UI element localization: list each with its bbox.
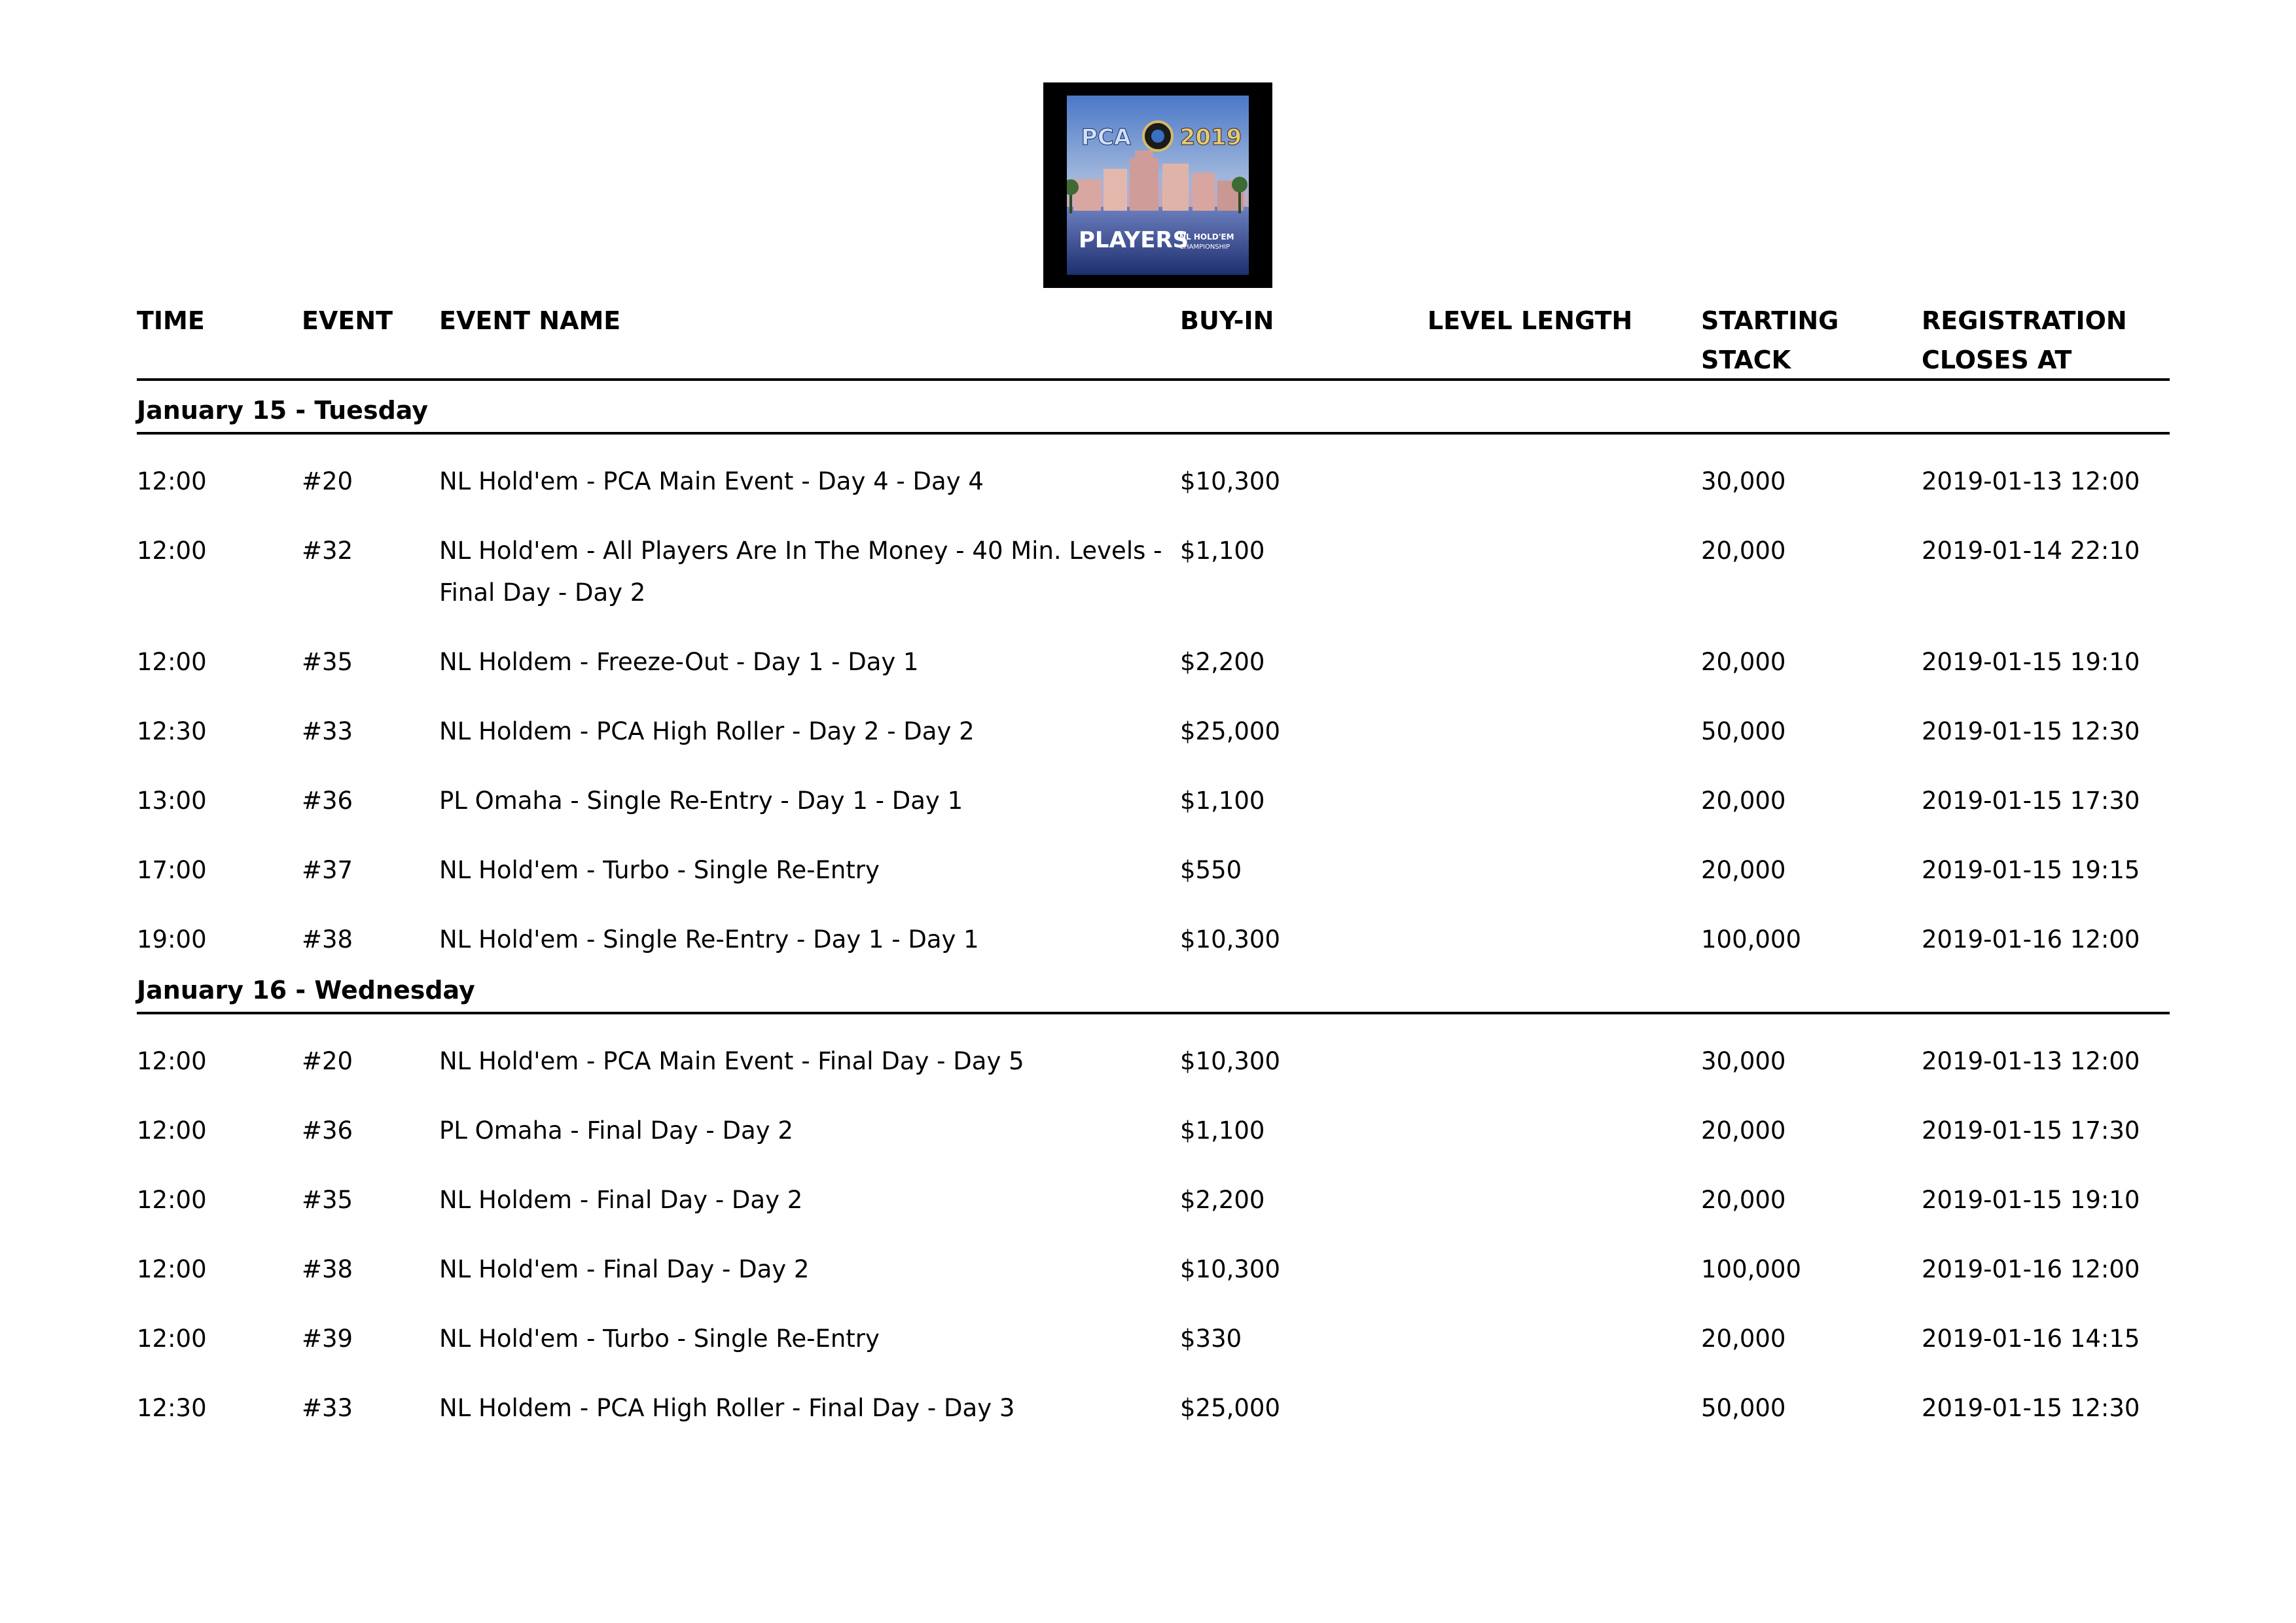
cell-event: #33 [302, 717, 353, 745]
cell-event-name: NL Holdem - PCA High Roller - Final Day - Day 3 [439, 1394, 1015, 1422]
cell-buy-in: $10,300 [1180, 1047, 1281, 1075]
cell-event: #35 [302, 1186, 353, 1214]
cell-starting-stack: 20,000 [1701, 1325, 1786, 1353]
cell-buy-in: $10,300 [1180, 925, 1281, 954]
cell-event: #35 [302, 648, 353, 676]
cell-time: 12:00 [137, 1047, 207, 1075]
cell-event: #36 [302, 1116, 353, 1145]
cell-buy-in: $10,300 [1180, 1255, 1281, 1283]
cell-event-name: NL Hold'em - Single Re-Entry - Day 1 - Day 1 [439, 925, 979, 954]
column-header-buy-in: BUY-IN [1180, 306, 1274, 335]
pca-brand-mark [1143, 122, 1172, 151]
column-header-starting-stack-line-2: STACK [1701, 346, 1791, 374]
cell-starting-stack: 20,000 [1701, 856, 1786, 884]
cell-registration-closes: 2019-01-16 12:00 [1922, 925, 2140, 954]
cell-event-name: NL Hold'em - Turbo - Single Re-Entry [439, 856, 880, 884]
cell-starting-stack: 20,000 [1701, 537, 1786, 565]
cell-registration-closes: 2019-01-15 17:30 [1922, 787, 2140, 815]
cell-time: 12:30 [137, 717, 207, 745]
cell-registration-closes: 2019-01-13 12:00 [1922, 467, 2140, 495]
cell-event: #38 [302, 925, 353, 954]
day-heading: January 16 - Wednesday [137, 976, 475, 1005]
cell-registration-closes: 2019-01-15 19:10 [1922, 648, 2140, 676]
cell-time: 13:00 [137, 787, 207, 815]
cell-event: #39 [302, 1325, 353, 1353]
column-header-starting-stack [1701, 301, 1839, 380]
cell-event-name: NL Holdem - Freeze-Out - Day 1 - Day 1 [439, 648, 919, 676]
cell-event: #33 [302, 1394, 353, 1422]
cell-time: 12:00 [137, 1255, 207, 1283]
cell-event-name: NL Hold'em - PCA Main Event - Final Day - Day 5 [439, 1047, 1024, 1075]
cell-event-name: NL Holdem - Final Day - Day 2 [439, 1186, 803, 1214]
cell-time: 12:00 [137, 1116, 207, 1145]
column-header-registration-line-2: CLOSES AT [1922, 346, 2072, 374]
cell-event-name: PL Omaha - Single Re-Entry - Day 1 - Day 1 [439, 787, 963, 815]
cell-time: 12:00 [137, 648, 207, 676]
column-header-registration-line-1: REGISTRATION [1922, 306, 2127, 335]
column-header-level-length: LEVEL LENGTH [1427, 306, 1633, 335]
cell-buy-in: $1,100 [1180, 787, 1265, 815]
cell-buy-in: $2,200 [1180, 1186, 1265, 1214]
column-header-time: TIME [137, 306, 205, 335]
cell-event-name: NL Hold'em - Final Day - Day 2 [439, 1255, 810, 1283]
pca-logo-icon [1067, 96, 1249, 275]
cell-event-name: PL Omaha - Final Day - Day 2 [439, 1116, 793, 1145]
logo-text-pca: PCA [1081, 124, 1132, 151]
cell-time: 19:00 [137, 925, 207, 954]
cell-time: 12:30 [137, 1394, 207, 1422]
cell-event: #37 [302, 856, 353, 884]
header-divider [137, 378, 2170, 381]
cell-registration-closes: 2019-01-13 12:00 [1922, 1047, 2140, 1075]
cell-buy-in: $550 [1180, 856, 1242, 884]
day-heading: January 15 - Tuesday [137, 396, 429, 425]
cell-buy-in: $2,200 [1180, 648, 1265, 676]
cell-event: #36 [302, 787, 353, 815]
cell-time: 17:00 [137, 856, 207, 884]
day-divider [137, 1012, 2170, 1014]
cell-time: 12:00 [137, 1325, 207, 1353]
column-header-starting-stack-line-1: STARTING [1701, 306, 1839, 335]
cell-starting-stack: 100,000 [1701, 1255, 1802, 1283]
cell-event: #38 [302, 1255, 353, 1283]
cell-time: 12:00 [137, 1186, 207, 1214]
cell-buy-in: $25,000 [1180, 717, 1281, 745]
cell-buy-in: $25,000 [1180, 1394, 1281, 1422]
cell-event-name: NL Holdem - PCA High Roller - Day 2 - Day 2 [439, 717, 975, 745]
cell-event: #20 [302, 467, 353, 495]
cell-starting-stack: 50,000 [1701, 717, 1786, 745]
logo-text-year: 2019 [1179, 124, 1242, 151]
cell-time: 12:00 [137, 467, 207, 495]
event-logo [1043, 82, 1272, 288]
cell-registration-closes: 2019-01-15 19:15 [1922, 856, 2140, 884]
cell-buy-in: $1,100 [1180, 537, 1265, 565]
cell-registration-closes: 2019-01-15 17:30 [1922, 1116, 2140, 1145]
column-header-event-name: EVENT NAME [439, 306, 621, 335]
cell-starting-stack: 20,000 [1701, 648, 1786, 676]
cell-registration-closes: 2019-01-16 14:15 [1922, 1325, 2140, 1353]
cell-starting-stack: 30,000 [1701, 1047, 1786, 1075]
cell-buy-in: $1,100 [1180, 1116, 1265, 1145]
cell-event: #20 [302, 1047, 353, 1075]
cell-buy-in: $10,300 [1180, 467, 1281, 495]
cell-event-name: NL Hold'em - All Players Are In The Money - 40 Min. Levels - Final Day - Day 2 [439, 537, 1162, 607]
cell-starting-stack: 30,000 [1701, 467, 1786, 495]
cell-time: 12:00 [137, 537, 207, 565]
cell-starting-stack: 20,000 [1701, 1186, 1786, 1214]
day-divider [137, 432, 2170, 435]
cell-event-name: NL Hold'em - Turbo - Single Re-Entry [439, 1325, 880, 1353]
cell-starting-stack: 50,000 [1701, 1394, 1786, 1422]
logo-text-players: PLAYERS [1079, 227, 1189, 253]
cell-registration-closes: 2019-01-15 19:10 [1922, 1186, 2140, 1214]
cell-registration-closes: 2019-01-15 12:30 [1922, 1394, 2140, 1422]
cell-starting-stack: 20,000 [1701, 1116, 1786, 1145]
column-header-event: EVENT [302, 306, 393, 335]
cell-buy-in: $330 [1180, 1325, 1242, 1353]
cell-registration-closes: 2019-01-15 12:30 [1922, 717, 2140, 745]
column-header-registration [1922, 301, 2127, 380]
cell-starting-stack: 100,000 [1701, 925, 1802, 954]
cell-event-name: NL Hold'em - PCA Main Event - Day 4 - Day 4 [439, 467, 984, 495]
cell-registration-closes: 2019-01-14 22:10 [1922, 537, 2140, 565]
cell-registration-closes: 2019-01-16 12:00 [1922, 1255, 2140, 1283]
logo-text-sub-1: NL HOLD'EM [1179, 232, 1234, 241]
cell-starting-stack: 20,000 [1701, 787, 1786, 815]
logo-text-sub-2: CHAMPIONSHIP [1179, 243, 1230, 251]
cell-event: #32 [302, 537, 353, 565]
